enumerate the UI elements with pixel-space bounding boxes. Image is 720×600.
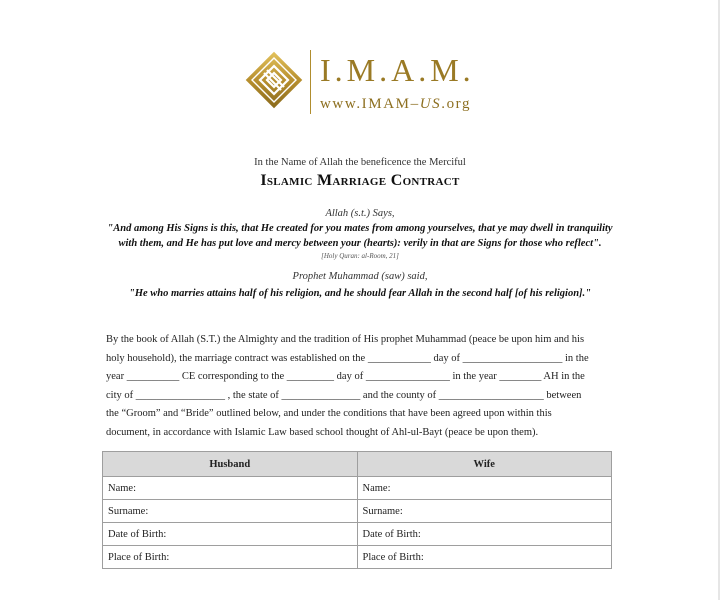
quote-attribution-allah: Allah (s.t.) Says, (325, 208, 395, 219)
table-row (103, 546, 612, 569)
preamble-line: By the book of Allah (S.T.) the Almighty and the tradition of His prophet Muhammad (peace be upon him and his (106, 334, 585, 345)
header-husband: Husband (103, 452, 358, 477)
husband-name-field[interactable]: Name: (103, 477, 358, 500)
logo-url: www.IMAM–US.org (320, 96, 472, 112)
quote-attribution-prophet: Prophet Muhammad (saw) said, (292, 271, 428, 282)
table-header-row (103, 452, 612, 477)
husband-surname-field[interactable]: Surname: (103, 500, 358, 523)
wife-dob-field[interactable]: Date of Birth: (357, 523, 612, 546)
wife-name-field[interactable]: Name: (357, 477, 612, 500)
quote-source: [Holy Quran: al-Room, 21] (321, 252, 399, 260)
preamble-line: holy household), the marriage contract was established on the ____________ day of ___________________ in the (106, 352, 589, 364)
table-row (103, 477, 612, 500)
preamble-line: city of _________________ , the state of _______________ and the county of ____________________ between (106, 389, 582, 401)
table-row (103, 500, 612, 523)
contract-title: Islamic Marriage Contract (260, 172, 460, 189)
spouse-details-table (102, 451, 612, 569)
wife-surname-field[interactable]: Surname: (357, 500, 612, 523)
preamble-line: document, in accordance with Islamic Law based school thought of Ahl-ul-Bayt (peace be upon them). (106, 426, 539, 438)
contract-preamble (106, 331, 606, 442)
preamble-line: the “Groom” and “Bride” outlined below, and under the conditions that have been agreed upon within this (106, 408, 552, 419)
invocation-line: In the Name of Allah the beneficence the Merciful (254, 157, 466, 168)
logo-name: I.M.A.M. (320, 52, 475, 88)
quran-quote: "And among His Signs is this, that He created for you mates from among yourselves, that ye may dwell in tranquility with them, and He has put love and mercy between your (hearts): verily in that are Signs for those who reflect". (107, 223, 613, 249)
husband-dob-field[interactable]: Date of Birth: (103, 523, 358, 546)
husband-birthplace-field[interactable]: Place of Birth: (103, 546, 358, 569)
preamble-line: year __________ CE corresponding to the _________ day of ________________ in the year ________ AH in the (106, 371, 585, 382)
header-wife: Wife (357, 452, 612, 477)
logo-divider (310, 50, 311, 114)
kufic-diamond-icon (240, 46, 308, 114)
wife-birthplace-field[interactable]: Place of Birth: (357, 546, 612, 569)
table-row (103, 523, 612, 546)
hadith-quote: "He who marries attains half of his religion, and he should fear Allah in the second half [of his religion]." (129, 288, 591, 299)
imam-logo (240, 44, 540, 124)
